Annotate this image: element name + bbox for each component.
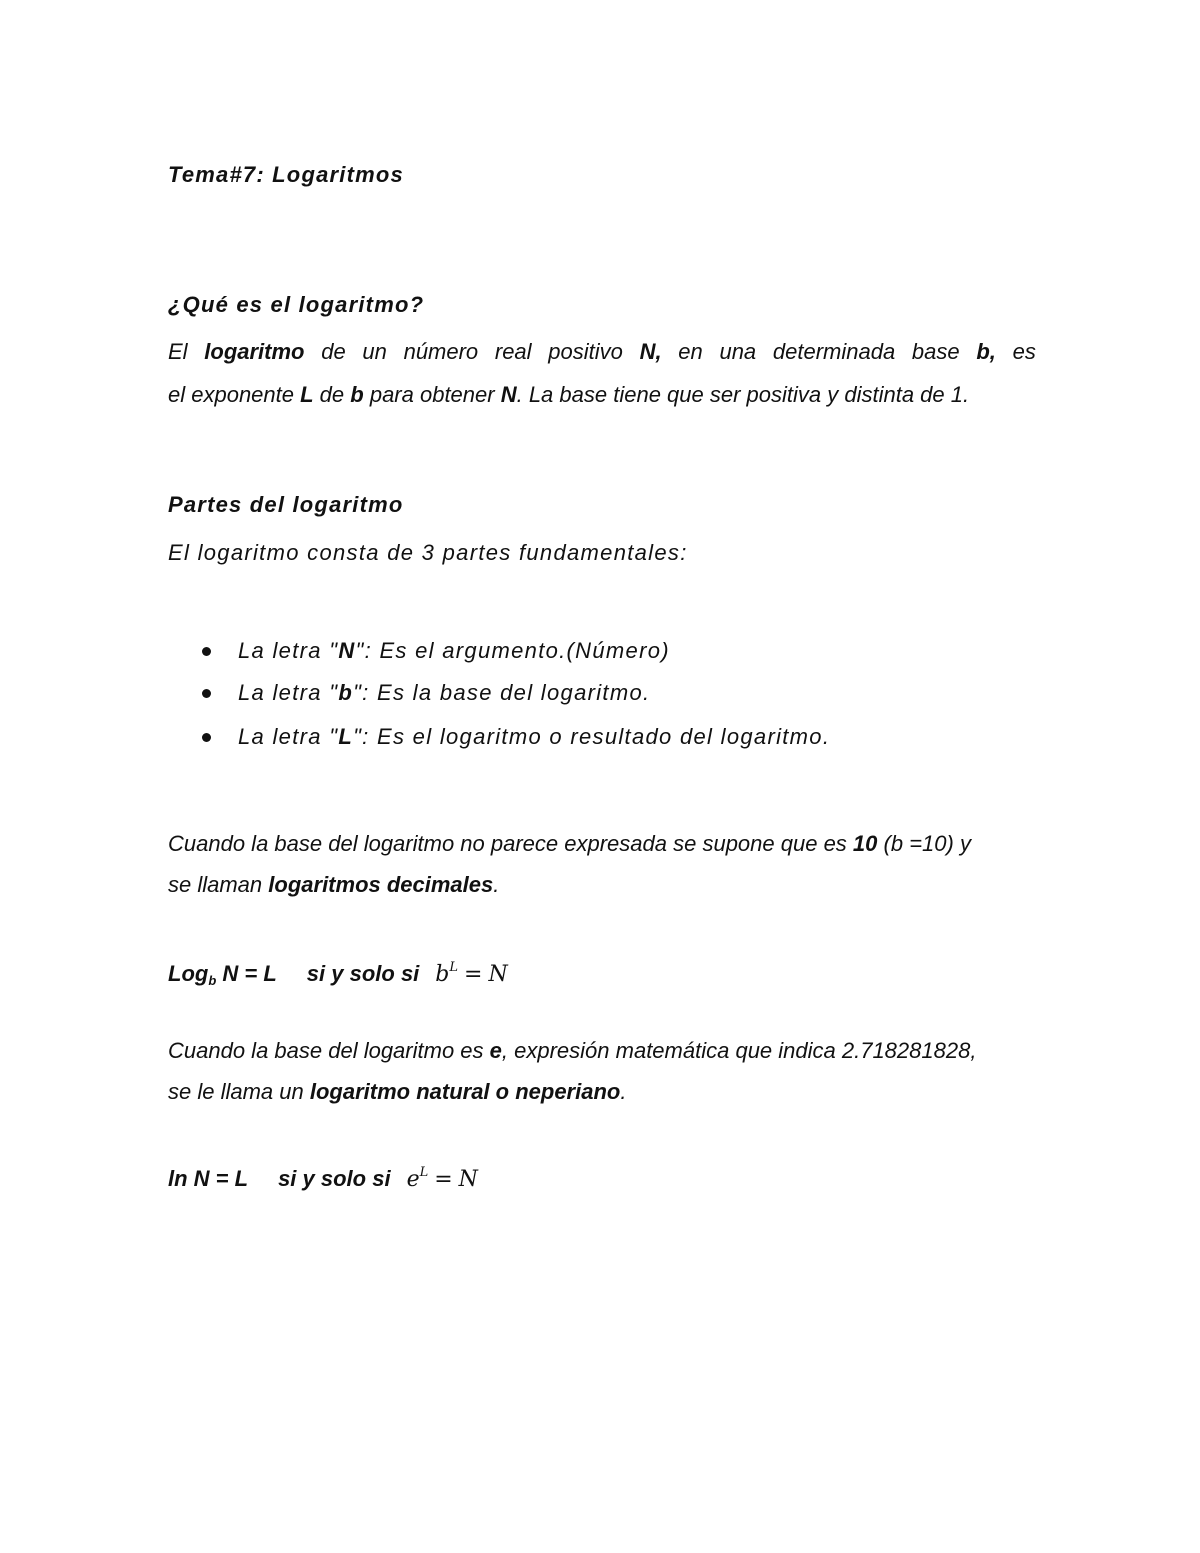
bullet-icon xyxy=(202,733,211,742)
bold-text: L xyxy=(338,724,354,749)
math-equals: = xyxy=(464,962,483,987)
bold-text: 10 xyxy=(852,831,878,856)
formula-condition: si y solo si xyxy=(306,961,420,986)
section-heading-parts: Partes del logaritmo xyxy=(168,492,404,517)
text: . xyxy=(620,1079,627,1104)
natural-line-2 xyxy=(168,1077,626,1107)
word: un xyxy=(362,339,387,364)
word: real xyxy=(494,339,532,364)
formula-condition: si y solo si xyxy=(278,1166,391,1191)
word: una xyxy=(719,339,757,364)
section-heading-what-is: ¿Qué es el logaritmo? xyxy=(168,292,425,317)
word: es xyxy=(1012,339,1036,364)
text: Cuando la base del logaritmo no parece expresada se supone que es xyxy=(168,831,853,856)
page-title: Tema#7: Logaritmos xyxy=(168,162,404,187)
word: en xyxy=(678,339,703,364)
formula-lhs: ln N = L xyxy=(168,1166,249,1191)
list-item xyxy=(200,678,830,722)
decimal-line-1 xyxy=(168,829,971,859)
text: para obtener xyxy=(363,382,501,407)
text: (b =10) y xyxy=(877,831,971,856)
text: La letra " xyxy=(238,680,339,705)
word: El xyxy=(168,339,188,364)
bold-text: L xyxy=(300,382,314,407)
word: positivo xyxy=(548,339,623,364)
word-bold: N, xyxy=(639,339,662,364)
definition-line-1 xyxy=(168,337,1036,367)
word: base xyxy=(911,339,960,364)
list-item xyxy=(200,722,830,764)
text: . La base tiene que ser positiva y distinta de 1. xyxy=(516,382,970,407)
text: La letra " xyxy=(238,638,339,663)
word-bold: b, xyxy=(976,339,996,364)
list-item xyxy=(200,636,830,678)
word: de xyxy=(321,339,346,364)
word: número xyxy=(403,339,479,364)
natural-line-1 xyxy=(168,1036,976,1066)
math-expression xyxy=(407,1167,478,1192)
math-base: e xyxy=(406,1167,420,1192)
bullet-icon xyxy=(202,689,211,698)
bold-text: e xyxy=(489,1038,502,1063)
bold-text: N xyxy=(500,382,517,407)
word-bold: logaritmo xyxy=(204,339,305,364)
math-exponent: L xyxy=(419,1165,429,1180)
formula-natural xyxy=(168,1158,478,1195)
text: . xyxy=(493,872,500,897)
text: ": Es la base del logaritmo. xyxy=(353,680,651,705)
word: determinada xyxy=(772,339,896,364)
formula-log: Log xyxy=(168,961,209,986)
bold-text: b xyxy=(338,680,354,705)
formula-base: b xyxy=(208,973,217,988)
bold-text: b xyxy=(350,382,364,407)
text: el exponente xyxy=(168,382,301,407)
text: de xyxy=(313,382,351,407)
text: Cuando la base del logaritmo es xyxy=(168,1038,490,1063)
formula-decimal xyxy=(168,953,508,996)
text: La letra " xyxy=(238,724,339,749)
math-expression xyxy=(435,962,507,987)
parts-list xyxy=(200,636,830,764)
formula-rest: N = L xyxy=(216,961,277,986)
math-rhs: N xyxy=(458,1167,478,1192)
math-exponent: L xyxy=(449,960,459,975)
text: se llaman xyxy=(168,872,269,897)
text: se le llama un xyxy=(168,1079,310,1104)
text: ": Es el logaritmo o resultado del logaritmo. xyxy=(353,724,831,749)
bold-text: logaritmos decimales xyxy=(268,872,494,897)
math-equals: = xyxy=(434,1167,453,1192)
definition-line-2 xyxy=(168,380,969,410)
bold-text: logaritmo natural o neperiano xyxy=(309,1079,621,1104)
bold-text: N xyxy=(338,638,356,663)
text: , expresión matemática que indica 2.718281828, xyxy=(501,1038,977,1063)
decimal-line-2 xyxy=(168,870,499,900)
text: ": Es el argumento.(Número) xyxy=(355,638,670,663)
parts-intro: El logaritmo consta de 3 partes fundamentales: xyxy=(168,540,688,565)
math-base: b xyxy=(435,962,450,987)
math-rhs: N xyxy=(488,962,508,987)
bullet-icon xyxy=(202,647,211,656)
